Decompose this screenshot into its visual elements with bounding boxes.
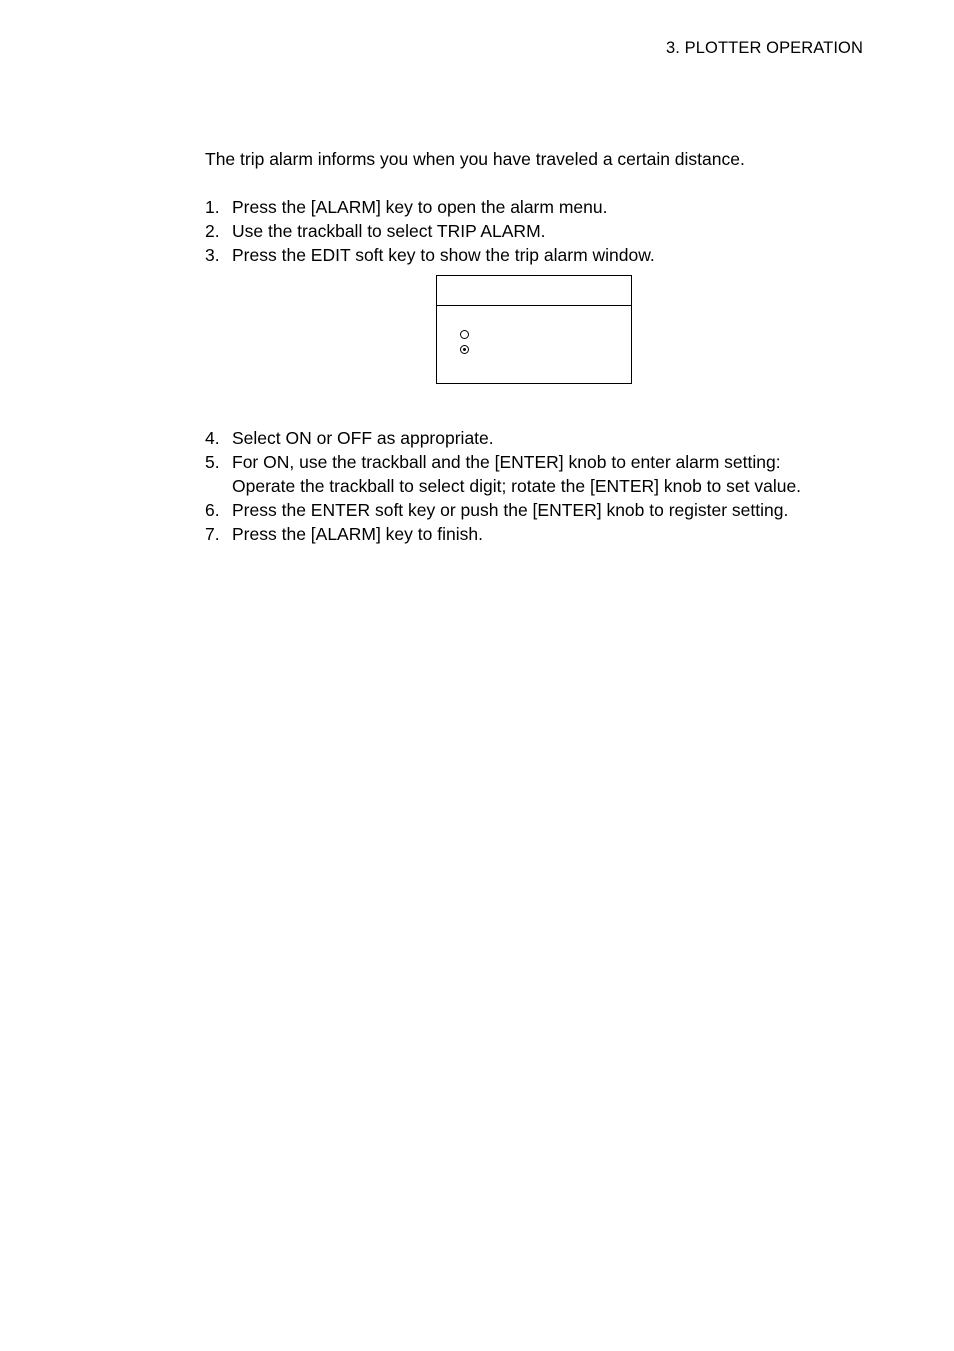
step-number: 2.: [205, 221, 220, 241]
step-text: Operate the trackball to select digit; rotate the [ENTER] knob to set value.: [232, 476, 802, 496]
step-text: Press the [ALARM] key to open the alarm menu.: [232, 197, 608, 217]
step-number: 1.: [205, 197, 220, 217]
step-item: [205, 450, 865, 474]
step-text: Press the ENTER soft key or push the [ENTER] knob to register setting.: [232, 500, 789, 520]
trip-alarm-window-title-bar: [437, 276, 631, 306]
running-header: 3. PLOTTER OPERATION: [666, 39, 863, 57]
step-item: [205, 498, 865, 522]
step-item: [205, 243, 865, 267]
step-item: [205, 522, 865, 546]
step-text: Select ON or OFF as appropriate.: [232, 428, 494, 448]
step-item: [205, 426, 865, 450]
procedure-steps-part2: [205, 426, 865, 546]
step-item-continuation: [205, 474, 865, 498]
step-text: Press the [ALARM] key to finish.: [232, 524, 483, 544]
step-number: 6.: [205, 500, 220, 520]
step-number: 3.: [205, 245, 220, 265]
radio-button-selected-icon: [460, 345, 469, 354]
step-item: [205, 219, 865, 243]
step-number: 4.: [205, 428, 220, 448]
intro-paragraph: The trip alarm informs you when you have traveled a certain distance.: [205, 149, 745, 169]
radio-button-off-icon: [460, 330, 469, 339]
step-text: Use the trackball to select TRIP ALARM.: [232, 221, 546, 241]
trip-alarm-window: [436, 275, 632, 384]
step-number: 7.: [205, 524, 220, 544]
step-item: [205, 195, 865, 219]
procedure-steps-part1: [205, 195, 865, 267]
step-text: For ON, use the trackball and the [ENTER] knob to enter alarm setting:: [232, 452, 781, 472]
step-number: 5.: [205, 452, 220, 472]
step-number: [205, 474, 232, 498]
step-text: Press the EDIT soft key to show the trip alarm window.: [232, 245, 655, 265]
